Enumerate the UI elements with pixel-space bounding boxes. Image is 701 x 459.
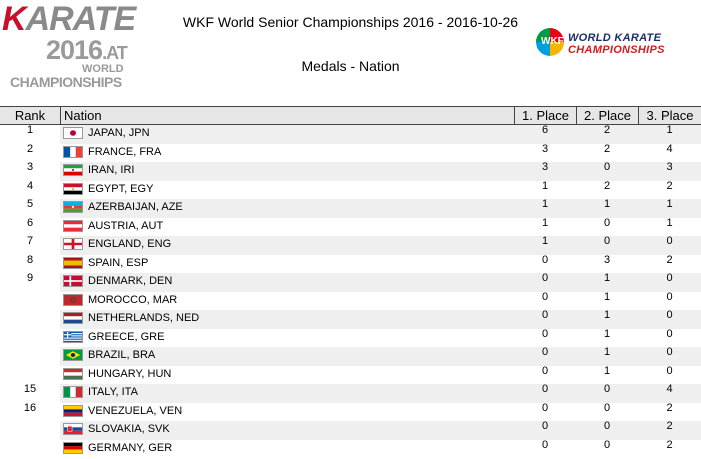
third-place-count: 1 xyxy=(638,125,701,144)
second-place-count: 3 xyxy=(576,255,638,274)
nation-name: VENEZUELA, VEN xyxy=(88,404,183,417)
nation-cell xyxy=(60,199,514,218)
nation-name: IRAN, IRI xyxy=(88,164,135,176)
third-place-count: 4 xyxy=(638,144,701,163)
flag-netherlands-icon xyxy=(63,312,83,324)
first-place-count: 1 xyxy=(514,181,576,200)
flag-france-icon xyxy=(63,146,83,158)
nation-name: ITALY, ITA xyxy=(88,386,138,398)
first-place-count: 0 xyxy=(514,292,576,311)
table-row xyxy=(0,292,701,311)
table-row xyxy=(0,366,701,385)
third-place-count: 2 xyxy=(638,255,701,274)
first-place-count: 3 xyxy=(514,144,576,163)
nation-name: DENMARK, DEN xyxy=(88,275,173,287)
document-title: WKF World Senior Championships 2016 - 2016-10-26 xyxy=(182,14,519,30)
rank-cell xyxy=(0,366,60,385)
third-place-count: 0 xyxy=(638,236,701,255)
nation-cell xyxy=(60,162,514,181)
second-place-count: 0 xyxy=(576,162,638,181)
table-row xyxy=(0,144,701,163)
third-place-count: 0 xyxy=(638,292,701,311)
logo-text: WORLD xyxy=(82,63,124,75)
flag-england-icon xyxy=(63,238,83,250)
rank-cell: 15 xyxy=(0,384,60,403)
rank-cell: 5 xyxy=(0,199,60,218)
nation-name: SLOVAKIA, SVK xyxy=(88,423,170,435)
logo-text: ARATE xyxy=(25,0,136,38)
first-place-count: 0 xyxy=(514,366,576,385)
flag-denmark-icon xyxy=(63,275,83,287)
flag-iran-icon xyxy=(63,164,83,176)
rank-cell: 8 xyxy=(0,255,60,274)
flag-italy-icon xyxy=(63,386,83,398)
table-row xyxy=(0,218,701,237)
second-place-count: 1 xyxy=(576,310,638,329)
nation-name: ENGLAND, ENG xyxy=(88,238,172,250)
logo-text: 2016 xyxy=(46,35,103,65)
column-header-nation: Nation xyxy=(60,107,514,124)
nation-name: NETHERLANDS, NED xyxy=(88,312,200,324)
third-place-count: 0 xyxy=(638,310,701,329)
table-row xyxy=(0,162,701,181)
second-place-count: 0 xyxy=(576,384,638,403)
nation-cell xyxy=(60,366,514,385)
flag-hungary-icon xyxy=(63,368,83,380)
first-place-count: 1 xyxy=(514,236,576,255)
rank-cell xyxy=(0,292,60,311)
nation-cell xyxy=(60,273,514,292)
second-place-count: 1 xyxy=(576,366,638,385)
rank-cell: 9 xyxy=(0,273,60,292)
second-place-count: 0 xyxy=(576,218,638,237)
first-place-count: 0 xyxy=(514,255,576,274)
flag-venezuela-icon xyxy=(63,405,83,417)
table-row xyxy=(0,181,701,200)
rank-cell: 2 xyxy=(0,144,60,163)
rank-cell: 16 xyxy=(0,403,60,422)
nation-name: BRAZIL, BRA xyxy=(88,349,156,361)
table-header xyxy=(0,106,701,125)
second-place-count: 1 xyxy=(576,292,638,311)
nation-name: GREECE, GRE xyxy=(88,330,165,343)
second-place-count: 0 xyxy=(576,421,638,440)
third-place-count: 0 xyxy=(638,366,701,385)
third-place-count: 0 xyxy=(638,329,701,348)
table-row xyxy=(0,403,701,422)
nation-name: SPAIN, ESP xyxy=(88,256,149,269)
flag-japan-icon xyxy=(63,127,83,139)
first-place-count: 0 xyxy=(514,440,576,459)
nation-cell xyxy=(60,403,514,422)
second-place-count: 0 xyxy=(576,440,638,459)
nation-cell xyxy=(60,144,514,163)
nation-cell xyxy=(60,125,514,144)
first-place-count: 1 xyxy=(514,199,576,218)
flag-austria-icon xyxy=(63,220,83,232)
second-place-count: 1 xyxy=(576,199,638,218)
rank-cell xyxy=(0,310,60,329)
second-place-count: 2 xyxy=(576,125,638,144)
first-place-count: 0 xyxy=(514,329,576,348)
medals-table xyxy=(0,106,701,458)
logo-text: .AT xyxy=(102,43,127,63)
second-place-count: 2 xyxy=(576,144,638,163)
table-row xyxy=(0,384,701,403)
wkf-emblem-icon xyxy=(536,28,564,56)
second-place-count: 0 xyxy=(576,403,638,422)
rank-cell xyxy=(0,421,60,440)
table-row xyxy=(0,440,701,459)
wkf-logo xyxy=(536,28,698,68)
third-place-count: 0 xyxy=(638,273,701,292)
first-place-count: 0 xyxy=(514,310,576,329)
table-row xyxy=(0,421,701,440)
rank-cell: 1 xyxy=(0,125,60,144)
nation-cell xyxy=(60,329,514,348)
rank-cell: 3 xyxy=(0,162,60,181)
first-place-count: 0 xyxy=(514,384,576,403)
table-row xyxy=(0,199,701,218)
flag-egypt-icon xyxy=(63,183,83,195)
nation-cell xyxy=(60,421,514,440)
second-place-count: 1 xyxy=(576,347,638,366)
nation-name: EGYPT, EGY xyxy=(88,182,154,195)
logo-text: CHAMPIONSHIPS xyxy=(568,44,665,56)
second-place-count: 1 xyxy=(576,273,638,292)
third-place-count: 4 xyxy=(638,384,701,403)
nation-name: FRANCE, FRA xyxy=(88,145,162,158)
nation-cell xyxy=(60,347,514,366)
first-place-count: 1 xyxy=(514,218,576,237)
nation-name: JAPAN, JPN xyxy=(88,127,150,139)
flag-germany-icon xyxy=(63,442,83,454)
flag-azerbaijan-icon xyxy=(63,201,83,213)
rank-cell: 4 xyxy=(0,181,60,200)
logo-text: K xyxy=(2,0,26,38)
third-place-count: 2 xyxy=(638,421,701,440)
table-row xyxy=(0,236,701,255)
nation-cell xyxy=(60,440,514,459)
flag-greece-icon xyxy=(63,331,83,343)
column-header-rank: Rank xyxy=(14,108,46,123)
column-header-second-place: 2. Place xyxy=(576,107,638,124)
first-place-count: 0 xyxy=(514,421,576,440)
rank-cell xyxy=(0,440,60,459)
second-place-count: 0 xyxy=(576,236,638,255)
table-row xyxy=(0,125,701,144)
third-place-count: 2 xyxy=(638,440,701,459)
logo-text: WORLD KARATE xyxy=(568,32,662,44)
flag-slovakia-icon xyxy=(63,423,83,435)
rank-cell: 7 xyxy=(0,236,60,255)
second-place-count: 2 xyxy=(576,181,638,200)
third-place-count: 0 xyxy=(638,347,701,366)
logo-text: CHAMPIONSHIPS xyxy=(10,74,122,90)
nation-name: MOROCCO, MAR xyxy=(88,293,178,306)
column-header-third-place: 3. Place xyxy=(638,107,701,124)
rank-cell xyxy=(0,329,60,348)
flag-brazil-icon xyxy=(63,349,83,361)
first-place-count: 6 xyxy=(514,125,576,144)
document-subtitle: Medals - Nation xyxy=(301,58,400,74)
first-place-count: 0 xyxy=(514,273,576,292)
flag-morocco-icon xyxy=(63,294,83,306)
table-row xyxy=(0,273,701,292)
table-row xyxy=(0,255,701,274)
flag-spain-icon xyxy=(63,257,83,269)
nation-name: HUNGARY, HUN xyxy=(88,367,172,380)
rank-cell: 6 xyxy=(0,218,60,237)
nation-cell xyxy=(60,218,514,237)
table-body xyxy=(0,125,701,458)
nation-cell xyxy=(60,384,514,403)
first-place-count: 0 xyxy=(514,347,576,366)
third-place-count: 1 xyxy=(638,199,701,218)
logo-text: WKF xyxy=(541,36,564,47)
third-place-count: 1 xyxy=(638,218,701,237)
nation-cell xyxy=(60,292,514,311)
column-header-first-place: 1. Place xyxy=(514,107,576,124)
first-place-count: 3 xyxy=(514,162,576,181)
nation-name: GERMANY, GER xyxy=(88,441,173,454)
third-place-count: 3 xyxy=(638,162,701,181)
nation-cell xyxy=(60,255,514,274)
table-row xyxy=(0,310,701,329)
table-row xyxy=(0,329,701,348)
nation-cell xyxy=(60,310,514,329)
third-place-count: 2 xyxy=(638,403,701,422)
second-place-count: 1 xyxy=(576,329,638,348)
nation-name: AZERBAIJAN, AZE xyxy=(88,201,183,213)
third-place-count: 2 xyxy=(638,181,701,200)
first-place-count: 0 xyxy=(514,403,576,422)
nation-cell xyxy=(60,236,514,255)
table-row xyxy=(0,347,701,366)
nation-name: AUSTRIA, AUT xyxy=(88,219,164,232)
rank-cell xyxy=(0,347,60,366)
nation-cell xyxy=(60,181,514,200)
